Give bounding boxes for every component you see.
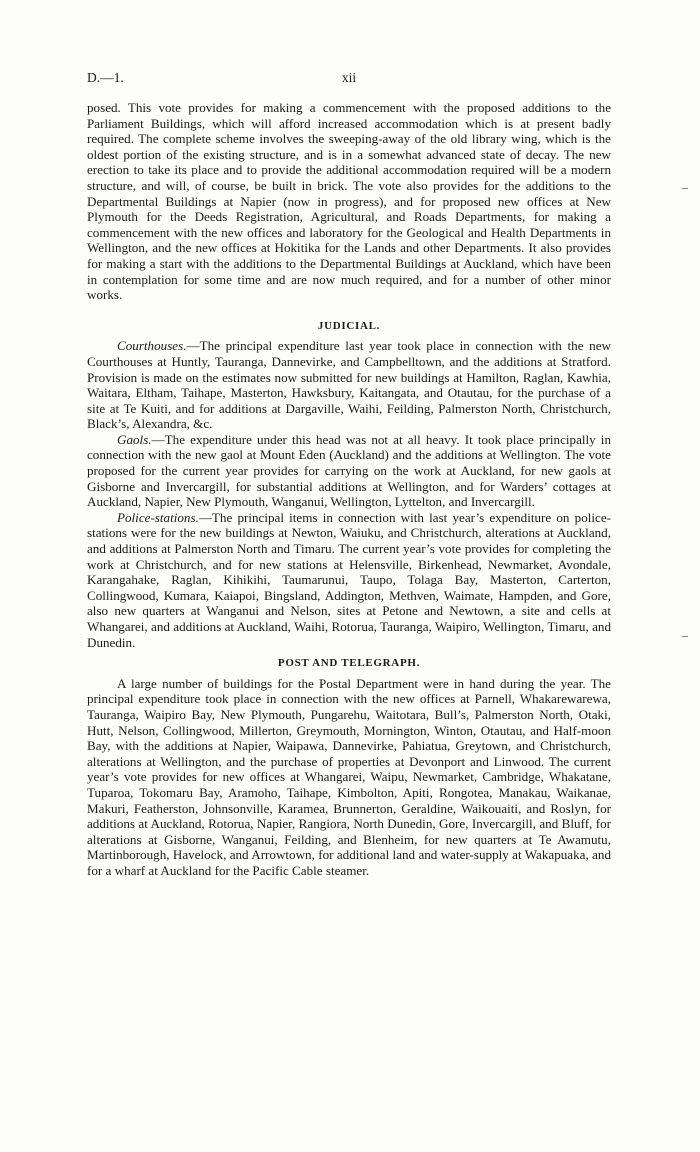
police-stations-paragraph <box>87 510 611 650</box>
gaols-term: Gaols. <box>117 431 152 447</box>
page-number: xii <box>341 70 357 85</box>
margin-tick-mark <box>682 636 688 637</box>
police-stations-text: —The principal items in connection with last year’s expenditure on police-stations were for the new buildings at Newton, Waiuku, and Christchurch, alterations at Auckland, and additions at Palmerston North and Timaru. The current year’s vote provides for completing the work at Christchurch, and for new stations at Helensville, Birkenhead, Newmarket, Avondale, Karangahake, Raglan, Kihikihi, Taumarunui, Taupo, Tolaga Bay, Masterton, Carterton, Collingwood, Kumara, Kaiapoi, Bingsland, Addington, Methven, Waimate, Hampden, and Gore, also new quarters at Wanganui and Nelson, sites at Petone and Newtown, a site and cells at Whangarei, and additions at Auckland, Waihi, Rotorua, Tauranga, Waipiro, Wellington, Timaru, and Dunedin. <box>87 509 611 650</box>
post-telegraph-heading: POST AND TELEGRAPH. <box>277 657 421 670</box>
police-stations-term: Police-stations. <box>117 509 199 525</box>
courthouses-paragraph <box>87 338 611 432</box>
intro-paragraph: posed. This vote provides for making a commencement with the proposed additions to the Parliament Buildings, which will afford increased accommodation which is at present badly required. The complete scheme involves the sweeping-away of the old library wing, which is the oldest portion of the existing structure, and is in a somewhat advanced state of decay. The new erection to take its place and to provide the additional accommodation required will be a modern structure, and will, of course, be built in brick. The vote also provides for the additions to the Departmental Buildings at Napier (now in progress), and for proposed new offices at New Plymouth for the Deeds Registration, Agricultural, and Roads Departments, for making a commencement with the new offices and laboratory for the Geological and Health Departments in Wellington, and the new offices at Hokitika for the Lands and other Departments. It also provides for making a start with the additions to the Departmental Buildings at Auckland, which have been in contemplation for some time and are now much required, and for a number of other minor works. <box>87 100 611 303</box>
gaols-text: —The expenditure under this head was not at all heavy. It took place principally in connection with the new gaol at Mount Eden (Auckland) and the additions at Wellington. The vote proposed for the current year provides for carrying on the work at Auckland, for new gaols at Gisborne and Invercargill, for substantial additions at Wellington, and for Warders’ cottages at Auckland, Napier, New Plymouth, Wanganui, Wellington, Lyttelton, and Invercargill. <box>87 431 611 510</box>
gaols-paragraph <box>87 432 611 510</box>
margin-tick-mark <box>682 188 688 189</box>
courthouses-term: Courthouses. <box>117 338 187 354</box>
document-reference: D.—1. <box>87 70 124 85</box>
post-telegraph-paragraph: A large number of buildings for the Postal Department were in hand during the year. The principal expenditure took place in connection with the new offices at Parnell, Whakarewarewa, Tauranga, Waipiro Bay, New Plymouth, Pungarehu, Waitotara, Bull’s, Palmerston North, Otaki, Hutt, Nelson, Collingwood, Millerton, Greymouth, Mornington, Winton, Otautau, and Half-moon Bay, with the additions at Napier, Waipawa, Dannevirke, Pahiatua, Greytown, and Christchurch, alterations at Wellington, and the purchase of properties at Devonport and Linwood. The current year’s vote provides for new offices at Whangarei, Waipu, Newmarket, Cambridge, Whakatane, Tuparoa, Tokomaru Bay, Aramoho, Taihape, Kimbolton, Apiti, Rongotea, Manakau, Waikanae, Makuri, Featherston, Johnsonville, Karamea, Brunnerton, Geraldine, Waikouaiti, and Roslyn, for additions at Auckland, Rotorua, Napier, Rangiora, North Dunedin, Gore, Invercargill, and Bluff, for alterations at Gisborne, Wanganui, Feilding, and Blenheim, for new quarters at Te Awamutu, Martinborough, Havelock, and Arrowtown, for additional land and water-supply at Wakapuaka, and for a wharf at Auckland for the Pacific Cable steamer. <box>87 675 611 878</box>
courthouses-text: —The principal expenditure last year took place in connection with the new Courthouses at Huntly, Tauranga, Dannevirke, and Campbelltown, and the additions at Stratford. Provision is made on the estimates now submitted for new buildings at Hamilton, Raglan, Kawhia, Waitara, Eltham, Taihape, Masterton, Hawksbury, Kaitangata, and Otautau, for the purchase of a site at Te Kuiti, and for additions at Dargaville, Waihi, Feilding, Palmerston North, Christchurch, Black’s, Alexandra, &c. <box>87 338 611 432</box>
running-header <box>87 70 611 88</box>
body-text <box>87 100 611 879</box>
judicial-heading: JUDICIAL. <box>317 319 381 332</box>
